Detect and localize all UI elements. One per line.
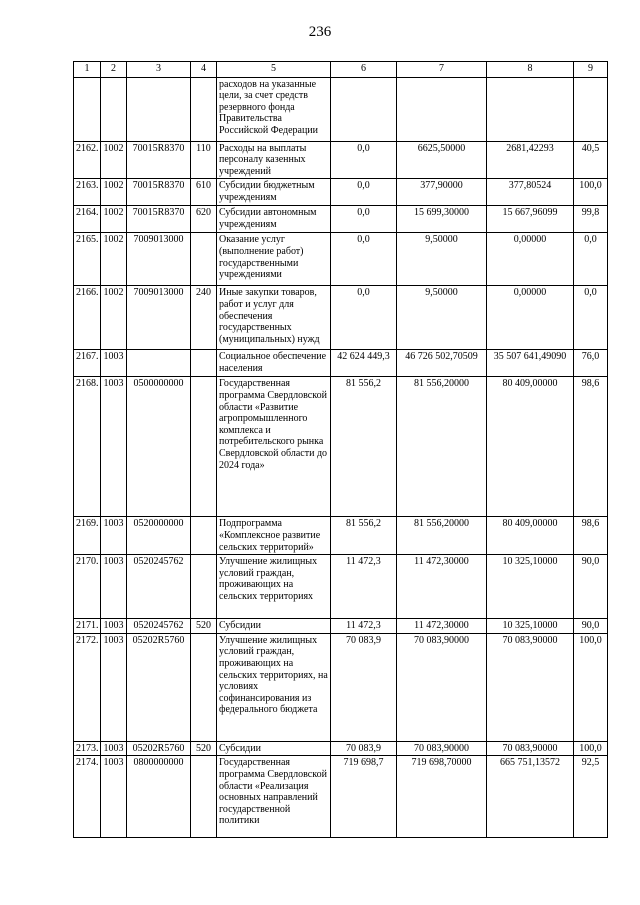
target-code: 70015R8370 [127, 141, 191, 179]
planned-amount: 70 083,9 [331, 633, 397, 741]
item-name: Субсидии [217, 741, 331, 756]
row-number: 2168. [74, 377, 101, 517]
target-code: 7009013000 [127, 286, 191, 350]
planned-amount: 42 624 449,3 [331, 350, 397, 377]
table-row [74, 179, 608, 206]
executed-amount: 10 325,10000 [487, 555, 574, 619]
section-code: 1003 [101, 756, 127, 838]
percent-executed: 0,0 [574, 286, 608, 350]
planned-amount: 0,0 [331, 206, 397, 233]
section-code: 1003 [101, 619, 127, 634]
expense-type-code: 620 [191, 206, 217, 233]
expense-type-code [191, 233, 217, 286]
target-code: 0520245762 [127, 619, 191, 634]
table-row [74, 377, 608, 517]
column-header: 4 [191, 62, 217, 78]
table-row [74, 206, 608, 233]
row-number: 2166. [74, 286, 101, 350]
item-name: Государственная программа Свердловской области «Реализация основных направлений государственной политики [217, 756, 331, 838]
table-row [74, 756, 608, 838]
refined-amount: 70 083,90000 [397, 633, 487, 741]
planned-amount: 81 556,2 [331, 377, 397, 517]
table-row [74, 555, 608, 619]
expense-type-code [191, 555, 217, 619]
expense-type-code [191, 350, 217, 377]
row-number: 2169. [74, 517, 101, 555]
section-code: 1003 [101, 555, 127, 619]
expense-type-code: 520 [191, 741, 217, 756]
row-number: 2172. [74, 633, 101, 741]
section-code [101, 77, 127, 141]
percent-executed: 98,6 [574, 517, 608, 555]
executed-amount: 2681,42293 [487, 141, 574, 179]
refined-amount [397, 77, 487, 141]
target-code: 70015R8370 [127, 206, 191, 233]
column-header: 5 [217, 62, 331, 78]
section-code: 1002 [101, 179, 127, 206]
planned-amount: 0,0 [331, 179, 397, 206]
percent-executed: 40,5 [574, 141, 608, 179]
planned-amount: 0,0 [331, 233, 397, 286]
item-name: Улучшение жилищных условий граждан, проживающих на сельских территориях, на условиях софинансирования из федерального бюджета [217, 633, 331, 741]
item-name: Расходы на выплаты персоналу казенных учреждений [217, 141, 331, 179]
expense-type-code [191, 633, 217, 741]
expense-type-code [191, 377, 217, 517]
expense-type-code: 520 [191, 619, 217, 634]
section-code: 1003 [101, 741, 127, 756]
column-header: 8 [487, 62, 574, 78]
planned-amount: 81 556,2 [331, 517, 397, 555]
executed-amount: 0,00000 [487, 233, 574, 286]
target-code: 0520245762 [127, 555, 191, 619]
column-header: 1 [74, 62, 101, 78]
refined-amount: 11 472,30000 [397, 555, 487, 619]
row-number: 2173. [74, 741, 101, 756]
budget-table [73, 61, 608, 838]
item-name: Оказание услуг (выполнение работ) государственными учреждениями [217, 233, 331, 286]
refined-amount: 6625,50000 [397, 141, 487, 179]
header-row [74, 62, 608, 78]
refined-amount: 81 556,20000 [397, 377, 487, 517]
row-number: 2174. [74, 756, 101, 838]
executed-amount: 70 083,90000 [487, 741, 574, 756]
table-row [74, 350, 608, 377]
section-code: 1002 [101, 206, 127, 233]
row-number: 2165. [74, 233, 101, 286]
refined-amount: 9,50000 [397, 233, 487, 286]
item-name: расходов на указанные цели, за счет средств резервного фонда Правительства Российской Федерации [217, 77, 331, 141]
expense-type-code [191, 517, 217, 555]
row-number: 2170. [74, 555, 101, 619]
item-name: Социальное обеспечение населения [217, 350, 331, 377]
executed-amount: 665 751,13572 [487, 756, 574, 838]
section-code: 1003 [101, 350, 127, 377]
column-header: 7 [397, 62, 487, 78]
target-code: 0800000000 [127, 756, 191, 838]
target-code: 7009013000 [127, 233, 191, 286]
refined-amount: 11 472,30000 [397, 619, 487, 634]
executed-amount: 80 409,00000 [487, 517, 574, 555]
executed-amount: 80 409,00000 [487, 377, 574, 517]
item-name: Субсидии [217, 619, 331, 634]
row-number: 2164. [74, 206, 101, 233]
executed-amount: 35 507 641,49090 [487, 350, 574, 377]
percent-executed: 98,6 [574, 377, 608, 517]
table-row [74, 286, 608, 350]
item-name: Улучшение жилищных условий граждан, проживающих на сельских территориях [217, 555, 331, 619]
target-code: 0520000000 [127, 517, 191, 555]
row-number: 2167. [74, 350, 101, 377]
planned-amount: 70 083,9 [331, 741, 397, 756]
expense-type-code: 610 [191, 179, 217, 206]
section-code: 1003 [101, 377, 127, 517]
table-row [74, 741, 608, 756]
row-number [74, 77, 101, 141]
target-code [127, 77, 191, 141]
target-code: 70015R8370 [127, 179, 191, 206]
item-name: Субсидии бюджетным учреждениям [217, 179, 331, 206]
percent-executed: 99,8 [574, 206, 608, 233]
refined-amount: 46 726 502,70509 [397, 350, 487, 377]
table-row [74, 517, 608, 555]
planned-amount: 11 472,3 [331, 555, 397, 619]
percent-executed: 90,0 [574, 619, 608, 634]
expense-type-code [191, 77, 217, 141]
percent-executed: 90,0 [574, 555, 608, 619]
planned-amount: 719 698,7 [331, 756, 397, 838]
section-code: 1003 [101, 517, 127, 555]
refined-amount: 15 699,30000 [397, 206, 487, 233]
column-header: 6 [331, 62, 397, 78]
target-code [127, 350, 191, 377]
table-row [74, 633, 608, 741]
item-name: Государственная программа Свердловской области «Развитие агропромышленного комплекса и потребительского рынка Свердловской области до 2024 года» [217, 377, 331, 517]
row-number: 2163. [74, 179, 101, 206]
row-number: 2162. [74, 141, 101, 179]
section-code: 1002 [101, 233, 127, 286]
executed-amount: 70 083,90000 [487, 633, 574, 741]
column-header: 2 [101, 62, 127, 78]
executed-amount: 377,80524 [487, 179, 574, 206]
expense-type-code: 240 [191, 286, 217, 350]
page-number: 236 [308, 24, 332, 40]
refined-amount: 719 698,70000 [397, 756, 487, 838]
refined-amount: 9,50000 [397, 286, 487, 350]
percent-executed: 100,0 [574, 633, 608, 741]
table-row [74, 619, 608, 634]
target-code: 05202R5760 [127, 633, 191, 741]
section-code: 1003 [101, 633, 127, 741]
planned-amount: 0,0 [331, 141, 397, 179]
refined-amount: 377,90000 [397, 179, 487, 206]
column-header: 9 [574, 62, 608, 78]
item-name: Субсидии автономным учреждениям [217, 206, 331, 233]
item-name: Подпрограмма «Комплексное развитие сельских территорий» [217, 517, 331, 555]
section-code: 1002 [101, 286, 127, 350]
executed-amount: 0,00000 [487, 286, 574, 350]
item-name: Иные закупки товаров, работ и услуг для обеспечения государственных (муниципальных) нужд [217, 286, 331, 350]
refined-amount: 81 556,20000 [397, 517, 487, 555]
target-code: 05202R5760 [127, 741, 191, 756]
executed-amount [487, 77, 574, 141]
percent-executed: 100,0 [574, 741, 608, 756]
row-number: 2171. [74, 619, 101, 634]
percent-executed: 92,5 [574, 756, 608, 838]
executed-amount: 10 325,10000 [487, 619, 574, 634]
planned-amount [331, 77, 397, 141]
section-code: 1002 [101, 141, 127, 179]
planned-amount: 0,0 [331, 286, 397, 350]
percent-executed: 0,0 [574, 233, 608, 286]
percent-executed [574, 77, 608, 141]
table-row [74, 77, 608, 141]
table-row [74, 141, 608, 179]
column-header: 3 [127, 62, 191, 78]
percent-executed: 100,0 [574, 179, 608, 206]
refined-amount: 70 083,90000 [397, 741, 487, 756]
table-row [74, 233, 608, 286]
expense-type-code: 110 [191, 141, 217, 179]
percent-executed: 76,0 [574, 350, 608, 377]
planned-amount: 11 472,3 [331, 619, 397, 634]
expense-type-code [191, 756, 217, 838]
executed-amount: 15 667,96099 [487, 206, 574, 233]
target-code: 0500000000 [127, 377, 191, 517]
